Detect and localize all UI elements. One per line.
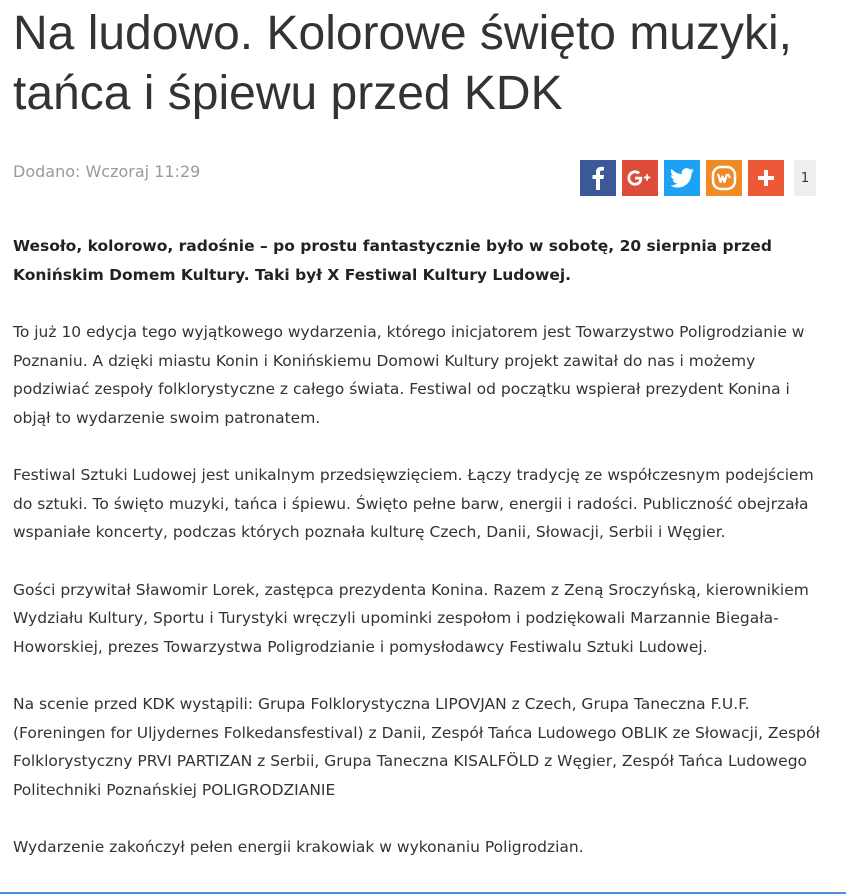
bottom-divider [0,892,846,894]
article-paragraph: To już 10 edycja tego wyjątkowego wydarzenia, którego inicjatorem jest Towarzystwo Poligrodzianie w Poznaniu. A dzięki miastu Konin i Konińskiemu Domowi Kultury projekt zawitał do nas i możemy podziwiać zespoły folklorystyczne z całego świata. Festiwal od początku wspierał prezydent Konina i objął to wydarzenie swoim patronatem. [13,323,805,427]
publish-date: Dodano: Wczoraj 11:29 [13,162,201,181]
article-paragraph: Na scenie przed KDK wystąpili: Grupa Folklorystyczna LIPOVJAN z Czech, Grupa Taneczna F.U.F. (Foreningen for Uljydernes Folkedansfestival) z Danii, Zespół Tańca Ludowego OBLIK ze Słowacji, Zespół Folklorystyczny PRVI PARTIZAN z Serbii, Grupa Taneczna KISALFÖLD z Węgier, Zespół Tańca Ludowego Politechniki Poznańskiej POLIGRODZIANIE [13,695,820,799]
article-paragraph: Gości przywitał Sławomir Lorek, zastępca prezydenta Konina. Razem z Zeną Sroczyńską, kierownikiem Wydziału Kultury, Sportu i Turystyki wręczyli upominki zespołom i podziękowali Marzannie Biegała-Howorskiej, prezes Towarzystwa Poligrodzianie i pomysłodawcy Festiwalu Sztuki Ludowej. [13,580,809,656]
article-paragraph: Wydarzenie zakończył pełen energii krakowiak w wykonaniu Poligrodzian. [13,838,584,856]
share-twitter-button[interactable] [664,160,700,196]
twitter-icon [670,168,694,188]
plus-icon [757,169,775,187]
share-facebook-button[interactable] [580,160,616,196]
facebook-icon [591,166,605,190]
wykop-icon [711,165,737,191]
share-wykop-button[interactable] [706,160,742,196]
article-paragraph: Festiwal Sztuki Ludowej jest unikalnym przedsięwzięciem. Łączy tradycję ze współczesnym podejściem do sztuki. To święto muzyki, tańca i śpiewu. Święto pełne barw, energii i radości. Publiczność obejrzała wspaniałe koncerty, podczas których poznała kulturę Czech, Danii, Słowacji, Serbii i Węgier. [13,466,814,541]
article [13,0,833,856]
share-google-plus-button[interactable] [622,160,658,196]
share-more-button[interactable] [748,160,784,196]
article-body [13,232,823,891]
share-count: 1 [794,160,816,196]
article-meta [13,156,833,200]
google-plus-icon [627,170,653,186]
article-title: Na ludowo. Kolorowe święto muzyki, tańca i śpiewu przed KDK [13,7,792,120]
article-lead: Wesoło, kolorowo, radośnie – po prostu fantastycznie było w sobotę, 20 sierpnia przed Konińskim Domem Kultury. Taki był X Festiwal Kultury Ludowej. [13,237,772,284]
share-bar [574,160,816,196]
